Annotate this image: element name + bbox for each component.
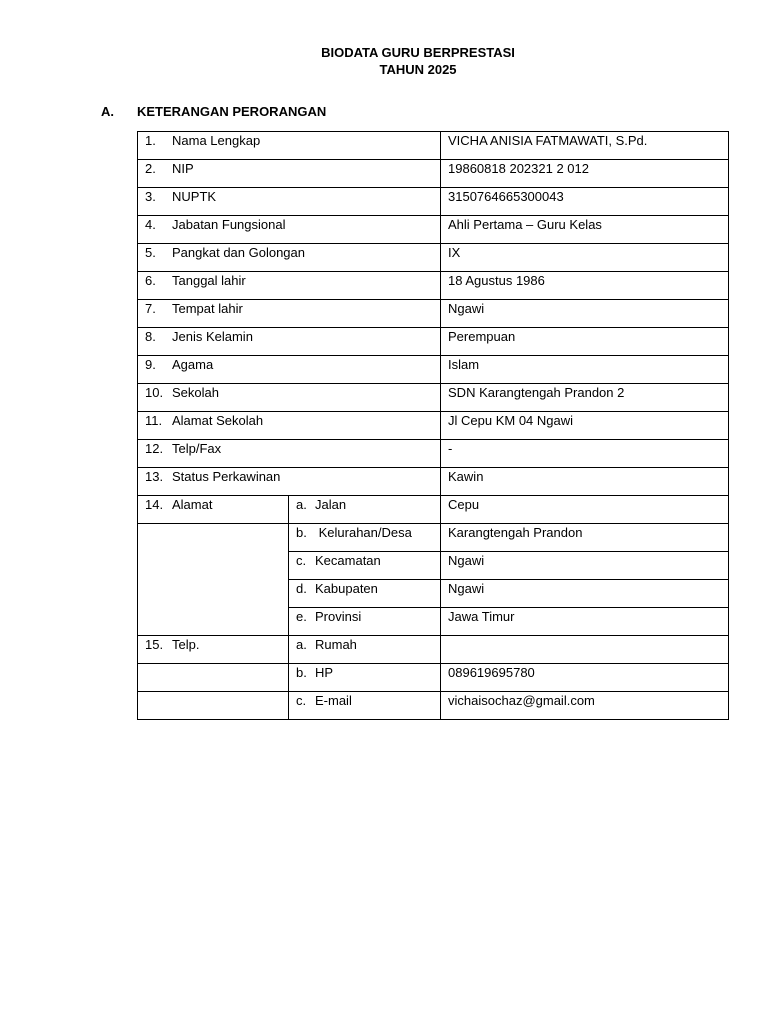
field-value: Perempuan: [448, 329, 516, 344]
field-value: vichaisochaz@gmail.com: [448, 693, 595, 708]
field-label-cell: [138, 216, 441, 244]
field-value: Karangtengah Prandon: [448, 525, 583, 540]
sub-letter: d.: [296, 581, 307, 596]
row-number: 8.: [145, 329, 156, 344]
group-label-cell: [138, 580, 289, 608]
field-value-cell: [441, 300, 729, 328]
group-label-cell: [138, 636, 289, 664]
table-row: [138, 132, 729, 160]
table-row: [138, 356, 729, 384]
field-label-cell: [138, 300, 441, 328]
field-label-cell: [138, 468, 441, 496]
field-label: Telp.: [172, 637, 200, 652]
row-number: 11.: [145, 413, 163, 428]
sub-label: Kelurahan/Desa: [315, 525, 412, 540]
field-label: Tempat lahir: [172, 301, 243, 316]
biodata-table: [137, 131, 729, 720]
table-row: [138, 160, 729, 188]
group-label-cell: [138, 496, 289, 524]
field-label-cell: [138, 356, 441, 384]
table-row: [138, 384, 729, 412]
field-value-cell: [441, 552, 729, 580]
title-line-1: BIODATA GURU BERPRESTASI: [321, 45, 515, 60]
table-row: [138, 468, 729, 496]
field-value-cell: [441, 160, 729, 188]
group-label-cell: [138, 608, 289, 636]
field-label-cell: [138, 188, 441, 216]
table-row: [138, 244, 729, 272]
field-value-cell: [441, 496, 729, 524]
field-label-cell: [138, 440, 441, 468]
table-row: [138, 552, 729, 580]
group-label-cell: [138, 524, 289, 552]
sub-label: Kecamatan: [315, 553, 381, 568]
field-value-cell: [441, 244, 729, 272]
section-letter: A.: [101, 104, 114, 119]
sub-label-cell: [289, 692, 441, 720]
sub-letter: a.: [296, 637, 307, 652]
row-number: 13.: [145, 469, 164, 484]
sub-label: Rumah: [315, 637, 357, 652]
row-number: 5.: [145, 245, 156, 260]
table-row: [138, 692, 729, 720]
table-row: [138, 412, 729, 440]
field-value-cell: [441, 216, 729, 244]
sub-letter: a.: [296, 497, 307, 512]
row-number: 7.: [145, 301, 156, 316]
sub-letter: e.: [296, 609, 307, 624]
field-label: NIP: [172, 161, 194, 176]
field-value: -: [448, 441, 453, 456]
row-number: 15.: [145, 637, 164, 652]
row-number: 4.: [145, 217, 156, 232]
table-row: [138, 272, 729, 300]
table-row: [138, 300, 729, 328]
sub-letter: c.: [296, 693, 307, 708]
field-label: Alamat Sekolah: [172, 413, 264, 428]
table-row: [138, 496, 729, 524]
field-value-cell: [441, 328, 729, 356]
sub-label: Provinsi: [315, 609, 362, 624]
field-label: Agama: [172, 357, 214, 372]
field-label-cell: [138, 132, 441, 160]
sub-label: E-mail: [315, 693, 352, 708]
field-value-cell: [441, 412, 729, 440]
field-value: Islam: [448, 357, 480, 372]
table-row: [138, 664, 729, 692]
field-value-cell: [441, 272, 729, 300]
field-label-cell: [138, 244, 441, 272]
sub-label-cell: [289, 524, 441, 552]
table-row: [138, 580, 729, 608]
field-label: Telp/Fax: [172, 441, 222, 456]
row-number: 1.: [145, 133, 156, 148]
field-label: Jenis Kelamin: [172, 329, 253, 344]
field-value-cell: [441, 468, 729, 496]
field-value: Jawa Timur: [448, 609, 515, 624]
table-row: [138, 216, 729, 244]
row-number: 6.: [145, 273, 156, 288]
table-row: [138, 524, 729, 552]
field-label-cell: [138, 384, 441, 412]
field-value: IX: [448, 245, 461, 260]
field-label: Pangkat dan Golongan: [172, 245, 305, 260]
field-label-cell: [138, 328, 441, 356]
table-row: [138, 440, 729, 468]
document-title: [0, 44, 768, 78]
sub-label: Jalan: [315, 497, 347, 512]
field-value: 089619695780: [448, 665, 535, 680]
sub-label: Kabupaten: [315, 581, 378, 596]
section-heading: [101, 103, 326, 120]
field-value-cell: [441, 440, 729, 468]
field-value-cell: [441, 608, 729, 636]
field-value: SDN Karangtengah Prandon 2: [448, 385, 625, 400]
sub-letter: b.: [296, 525, 307, 540]
field-value-cell: [441, 664, 729, 692]
field-label-cell: [138, 160, 441, 188]
table-row: [138, 188, 729, 216]
table-row: [138, 608, 729, 636]
sub-label-cell: [289, 552, 441, 580]
row-number: 2.: [145, 161, 156, 176]
section-title: KETERANGAN PERORANGAN: [137, 104, 327, 119]
field-value-cell: [441, 580, 729, 608]
field-value-cell: [441, 384, 729, 412]
row-number: 10.: [145, 385, 164, 400]
field-value-cell: [441, 188, 729, 216]
sub-label-cell: [289, 636, 441, 664]
row-number: 14.: [145, 497, 164, 512]
field-value: 19860818 202321 2 012: [448, 161, 589, 176]
sub-label: HP: [315, 665, 334, 680]
sub-label-cell: [289, 608, 441, 636]
group-label-cell: [138, 692, 289, 720]
field-value: 3150764665300043: [448, 189, 564, 204]
table-row: [138, 636, 729, 664]
field-value: Ngawi: [448, 301, 485, 316]
sub-letter: c.: [296, 553, 307, 568]
biodata-table-body: [138, 132, 729, 720]
field-value-cell: [441, 132, 729, 160]
field-label-cell: [138, 412, 441, 440]
field-label: Jabatan Fungsional: [172, 217, 286, 232]
sub-label-cell: [289, 664, 441, 692]
field-value: 18 Agustus 1986: [448, 273, 545, 288]
title-line-2: TAHUN 2025: [379, 62, 457, 77]
table-row: [138, 328, 729, 356]
group-label-cell: [138, 552, 289, 580]
field-label: Sekolah: [172, 385, 219, 400]
field-value: Ngawi: [448, 553, 485, 568]
field-value-cell: [441, 524, 729, 552]
row-number: 9.: [145, 357, 156, 372]
field-label: Tanggal lahir: [172, 273, 246, 288]
field-value: Kawin: [448, 469, 484, 484]
field-label: Alamat: [172, 497, 213, 512]
row-number: 3.: [145, 189, 156, 204]
sub-label-cell: [289, 496, 441, 524]
field-label: Nama Lengkap: [172, 133, 261, 148]
row-number: 12.: [145, 441, 164, 456]
field-label-cell: [138, 272, 441, 300]
field-label: Status Perkawinan: [172, 469, 281, 484]
field-value-cell: [441, 636, 729, 664]
field-value: Jl Cepu KM 04 Ngawi: [448, 413, 574, 428]
field-value: Cepu: [448, 497, 480, 512]
field-value: Ngawi: [448, 581, 485, 596]
sub-letter: b.: [296, 665, 307, 680]
sub-label-cell: [289, 580, 441, 608]
field-label: NUPTK: [172, 189, 217, 204]
field-value-cell: [441, 692, 729, 720]
group-label-cell: [138, 664, 289, 692]
field-value: Ahli Pertama – Guru Kelas: [448, 217, 602, 232]
field-value: VICHA ANISIA FATMAWATI, S.Pd.: [448, 133, 648, 148]
field-value-cell: [441, 356, 729, 384]
